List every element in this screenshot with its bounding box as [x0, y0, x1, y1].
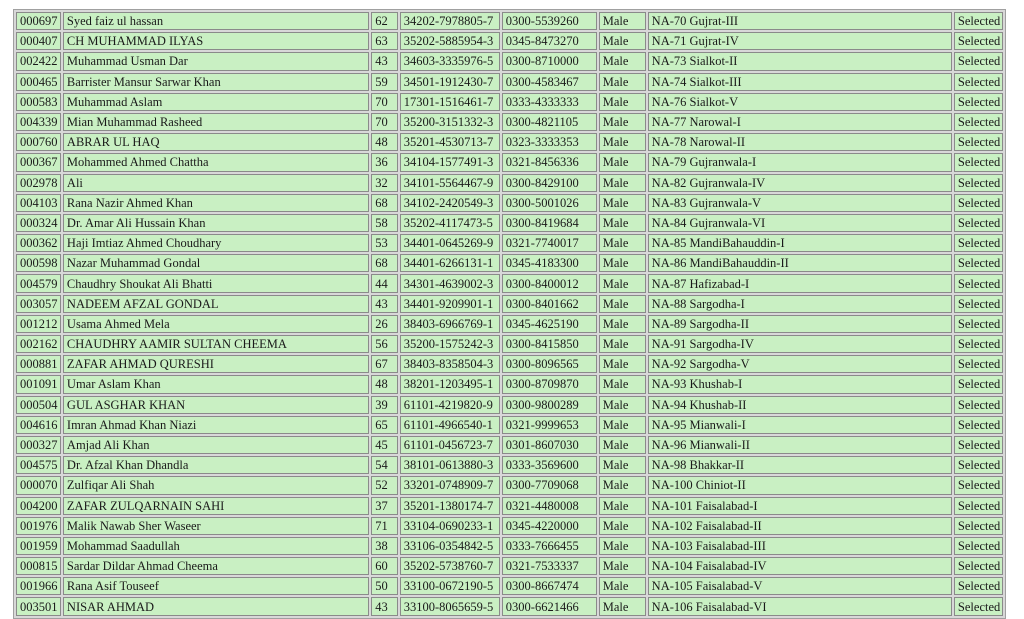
candidate-id-cell: 000407	[16, 32, 61, 50]
candidate-name-cell: CHAUDHRY AAMIR SULTAN CHEEMA	[63, 335, 369, 353]
constituency-cell: NA-70 Gujrat-III	[648, 12, 952, 30]
candidate-name-cell: Umar Aslam Khan	[63, 375, 369, 393]
candidate-name-cell: ABRAR UL HAQ	[63, 133, 369, 151]
table-row	[16, 375, 1003, 393]
candidate-age-cell: 59	[371, 73, 398, 91]
candidate-gender-cell: Male	[599, 456, 646, 474]
table-body	[16, 12, 1003, 616]
candidate-id-cell: 000583	[16, 93, 61, 111]
constituency-cell: NA-76 Sialkot-V	[648, 93, 952, 111]
candidate-age-cell: 70	[371, 113, 398, 131]
candidate-gender-cell: Male	[599, 355, 646, 373]
table-row	[16, 456, 1003, 474]
status-cell: Selected	[954, 436, 1003, 454]
candidate-phone-cell: 0300-8710000	[502, 52, 597, 70]
table-row	[16, 537, 1003, 555]
status-cell: Selected	[954, 295, 1003, 313]
candidate-cnic-cell: 35202-4117473-5	[400, 214, 500, 232]
candidate-age-cell: 60	[371, 557, 398, 575]
status-cell: Selected	[954, 315, 1003, 333]
constituency-cell: NA-74 Sialkot-III	[648, 73, 952, 91]
table-row	[16, 214, 1003, 232]
candidate-age-cell: 39	[371, 396, 398, 414]
candidate-age-cell: 38	[371, 537, 398, 555]
candidate-age-cell: 36	[371, 153, 398, 171]
candidate-id-cell: 002162	[16, 335, 61, 353]
candidate-cnic-cell: 35200-3151332-3	[400, 113, 500, 131]
candidate-gender-cell: Male	[599, 73, 646, 91]
candidate-cnic-cell: 35202-5885954-3	[400, 32, 500, 50]
candidate-name-cell: Syed faiz ul hassan	[63, 12, 369, 30]
candidate-phone-cell: 0300-6621466	[502, 597, 597, 615]
candidate-age-cell: 67	[371, 355, 398, 373]
candidate-phone-cell: 0300-8401662	[502, 295, 597, 313]
candidate-gender-cell: Male	[599, 497, 646, 515]
table-row	[16, 194, 1003, 212]
status-cell: Selected	[954, 52, 1003, 70]
candidate-phone-cell: 0345-4625190	[502, 315, 597, 333]
status-cell: Selected	[954, 597, 1003, 615]
table-row	[16, 355, 1003, 373]
candidate-name-cell: Malik Nawab Sher Waseer	[63, 517, 369, 535]
candidate-age-cell: 48	[371, 133, 398, 151]
table-row	[16, 113, 1003, 131]
candidate-gender-cell: Male	[599, 295, 646, 313]
candidate-id-cell: 002978	[16, 174, 61, 192]
candidate-id-cell: 001091	[16, 375, 61, 393]
candidate-cnic-cell: 35201-4530713-7	[400, 133, 500, 151]
candidate-gender-cell: Male	[599, 153, 646, 171]
candidate-cnic-cell: 38403-8358504-3	[400, 355, 500, 373]
candidate-age-cell: 26	[371, 315, 398, 333]
candidate-phone-cell: 0321-4480008	[502, 497, 597, 515]
constituency-cell: NA-79 Gujranwala-I	[648, 153, 952, 171]
candidate-gender-cell: Male	[599, 436, 646, 454]
candidate-id-cell: 001959	[16, 537, 61, 555]
candidate-id-cell: 004339	[16, 113, 61, 131]
status-cell: Selected	[954, 335, 1003, 353]
constituency-cell: NA-87 Hafizabad-I	[648, 274, 952, 292]
status-cell: Selected	[954, 133, 1003, 151]
constituency-cell: NA-73 Sialkot-II	[648, 52, 952, 70]
candidate-cnic-cell: 34104-1577491-3	[400, 153, 500, 171]
candidate-gender-cell: Male	[599, 234, 646, 252]
candidate-phone-cell: 0333-3569600	[502, 456, 597, 474]
constituency-cell: NA-88 Sargodha-I	[648, 295, 952, 313]
candidate-id-cell: 000598	[16, 254, 61, 272]
candidate-phone-cell: 0321-9999653	[502, 416, 597, 434]
candidate-age-cell: 54	[371, 456, 398, 474]
candidate-gender-cell: Male	[599, 597, 646, 615]
status-cell: Selected	[954, 93, 1003, 111]
candidate-cnic-cell: 34101-5564467-9	[400, 174, 500, 192]
candidate-cnic-cell: 61101-0456723-7	[400, 436, 500, 454]
candidate-gender-cell: Male	[599, 335, 646, 353]
status-cell: Selected	[954, 254, 1003, 272]
candidate-phone-cell: 0321-7740017	[502, 234, 597, 252]
status-cell: Selected	[954, 537, 1003, 555]
results-container	[13, 9, 1006, 619]
table-row	[16, 517, 1003, 535]
table-row	[16, 93, 1003, 111]
table-row	[16, 32, 1003, 50]
candidate-name-cell: Mohammed Ahmed Chattha	[63, 153, 369, 171]
constituency-cell: NA-105 Faisalabad-V	[648, 577, 952, 595]
table-row	[16, 557, 1003, 575]
constituency-cell: NA-78 Narowal-II	[648, 133, 952, 151]
table-row	[16, 153, 1003, 171]
candidate-phone-cell: 0333-7666455	[502, 537, 597, 555]
candidate-gender-cell: Male	[599, 517, 646, 535]
candidate-cnic-cell: 34202-7978805-7	[400, 12, 500, 30]
candidate-phone-cell: 0300-4583467	[502, 73, 597, 91]
candidate-gender-cell: Male	[599, 274, 646, 292]
candidate-cnic-cell: 34401-9209901-1	[400, 295, 500, 313]
candidate-phone-cell: 0300-7709068	[502, 476, 597, 494]
candidate-id-cell: 004200	[16, 497, 61, 515]
candidate-cnic-cell: 35201-1380174-7	[400, 497, 500, 515]
status-cell: Selected	[954, 577, 1003, 595]
status-cell: Selected	[954, 355, 1003, 373]
candidate-name-cell: NISAR AHMAD	[63, 597, 369, 615]
status-cell: Selected	[954, 375, 1003, 393]
status-cell: Selected	[954, 234, 1003, 252]
status-cell: Selected	[954, 476, 1003, 494]
candidate-phone-cell: 0300-8419684	[502, 214, 597, 232]
candidate-id-cell: 004103	[16, 194, 61, 212]
candidate-gender-cell: Male	[599, 93, 646, 111]
candidate-name-cell: CH MUHAMMAD ILYAS	[63, 32, 369, 50]
candidate-age-cell: 43	[371, 295, 398, 313]
constituency-cell: NA-89 Sargodha-II	[648, 315, 952, 333]
candidate-phone-cell: 0300-8415850	[502, 335, 597, 353]
candidate-phone-cell: 0345-8473270	[502, 32, 597, 50]
candidate-age-cell: 37	[371, 497, 398, 515]
status-cell: Selected	[954, 153, 1003, 171]
candidate-id-cell: 000362	[16, 234, 61, 252]
table-row	[16, 254, 1003, 272]
candidate-cnic-cell: 33106-0354842-5	[400, 537, 500, 555]
candidate-age-cell: 45	[371, 436, 398, 454]
candidate-phone-cell: 0300-8429100	[502, 174, 597, 192]
candidate-id-cell: 000881	[16, 355, 61, 373]
candidate-cnic-cell: 34301-4639002-3	[400, 274, 500, 292]
candidate-name-cell: Usama Ahmed Mela	[63, 315, 369, 333]
status-cell: Selected	[954, 194, 1003, 212]
candidate-phone-cell: 0300-8400012	[502, 274, 597, 292]
candidate-name-cell: Ali	[63, 174, 369, 192]
table-row	[16, 597, 1003, 615]
status-cell: Selected	[954, 113, 1003, 131]
candidate-cnic-cell: 34401-6266131-1	[400, 254, 500, 272]
constituency-cell: NA-100 Chiniot-II	[648, 476, 952, 494]
candidate-id-cell: 000697	[16, 12, 61, 30]
candidate-gender-cell: Male	[599, 32, 646, 50]
candidate-id-cell: 002422	[16, 52, 61, 70]
candidate-id-cell: 000327	[16, 436, 61, 454]
candidate-gender-cell: Male	[599, 133, 646, 151]
table-row	[16, 274, 1003, 292]
status-cell: Selected	[954, 497, 1003, 515]
candidate-cnic-cell: 33100-8065659-5	[400, 597, 500, 615]
table-row	[16, 315, 1003, 333]
candidate-age-cell: 62	[371, 12, 398, 30]
candidate-name-cell: Mian Muhammad Rasheed	[63, 113, 369, 131]
candidate-name-cell: ZAFAR ZULQARNAIN SAHI	[63, 497, 369, 515]
constituency-cell: NA-103 Faisalabad-III	[648, 537, 952, 555]
candidate-id-cell: 003501	[16, 597, 61, 615]
status-cell: Selected	[954, 174, 1003, 192]
candidate-id-cell: 000504	[16, 396, 61, 414]
candidate-id-cell: 000465	[16, 73, 61, 91]
constituency-cell: NA-96 Mianwali-II	[648, 436, 952, 454]
candidate-age-cell: 32	[371, 174, 398, 192]
status-cell: Selected	[954, 456, 1003, 474]
candidate-name-cell: Rana Asif Touseef	[63, 577, 369, 595]
candidate-cnic-cell: 35200-1575242-3	[400, 335, 500, 353]
table-row	[16, 12, 1003, 30]
candidate-phone-cell: 0300-9800289	[502, 396, 597, 414]
table-row	[16, 396, 1003, 414]
candidate-name-cell: Sardar Dildar Ahmad Cheema	[63, 557, 369, 575]
candidate-id-cell: 000324	[16, 214, 61, 232]
candidate-name-cell: GUL ASGHAR KHAN	[63, 396, 369, 414]
candidate-age-cell: 68	[371, 254, 398, 272]
candidate-cnic-cell: 35202-5738760-7	[400, 557, 500, 575]
candidate-cnic-cell: 38403-6966769-1	[400, 315, 500, 333]
candidate-gender-cell: Male	[599, 416, 646, 434]
candidate-cnic-cell: 34501-1912430-7	[400, 73, 500, 91]
table-row	[16, 476, 1003, 494]
candidate-cnic-cell: 33104-0690233-1	[400, 517, 500, 535]
candidate-cnic-cell: 61101-4219820-9	[400, 396, 500, 414]
candidate-phone-cell: 0323-3333353	[502, 133, 597, 151]
candidate-age-cell: 50	[371, 577, 398, 595]
candidate-cnic-cell: 38201-1203495-1	[400, 375, 500, 393]
table-row	[16, 335, 1003, 353]
candidate-name-cell: Imran Ahmad Khan Niazi	[63, 416, 369, 434]
candidate-age-cell: 58	[371, 214, 398, 232]
candidate-name-cell: NADEEM AFZAL GONDAL	[63, 295, 369, 313]
table-row	[16, 234, 1003, 252]
constituency-cell: NA-95 Mianwali-I	[648, 416, 952, 434]
candidate-id-cell: 001976	[16, 517, 61, 535]
constituency-cell: NA-84 Gujranwala-VI	[648, 214, 952, 232]
candidate-name-cell: Muhammad Usman Dar	[63, 52, 369, 70]
table-row	[16, 52, 1003, 70]
candidate-age-cell: 65	[371, 416, 398, 434]
candidate-name-cell: Amjad Ali Khan	[63, 436, 369, 454]
constituency-cell: NA-77 Narowal-I	[648, 113, 952, 131]
candidate-gender-cell: Male	[599, 214, 646, 232]
candidate-age-cell: 71	[371, 517, 398, 535]
candidate-phone-cell: 0301-8607030	[502, 436, 597, 454]
candidate-gender-cell: Male	[599, 254, 646, 272]
status-cell: Selected	[954, 214, 1003, 232]
constituency-cell: NA-82 Gujranwala-IV	[648, 174, 952, 192]
candidate-phone-cell: 0321-7533337	[502, 557, 597, 575]
constituency-cell: NA-104 Faisalabad-IV	[648, 557, 952, 575]
constituency-cell: NA-101 Faisalabad-I	[648, 497, 952, 515]
constituency-cell: NA-98 Bhakkar-II	[648, 456, 952, 474]
candidate-name-cell: Rana Nazir Ahmed Khan	[63, 194, 369, 212]
candidate-phone-cell: 0300-8667474	[502, 577, 597, 595]
constituency-cell: NA-102 Faisalabad-II	[648, 517, 952, 535]
table-row	[16, 577, 1003, 595]
candidate-cnic-cell: 33201-0748909-7	[400, 476, 500, 494]
candidate-age-cell: 63	[371, 32, 398, 50]
table-row	[16, 73, 1003, 91]
status-cell: Selected	[954, 12, 1003, 30]
candidate-age-cell: 44	[371, 274, 398, 292]
candidate-age-cell: 56	[371, 335, 398, 353]
candidate-phone-cell: 0300-8096565	[502, 355, 597, 373]
table-row	[16, 295, 1003, 313]
constituency-cell: NA-85 MandiBahauddin-I	[648, 234, 952, 252]
candidate-age-cell: 43	[371, 597, 398, 615]
candidate-gender-cell: Male	[599, 396, 646, 414]
candidates-table	[13, 9, 1006, 619]
table-row	[16, 497, 1003, 515]
candidate-name-cell: Nazar Muhammad Gondal	[63, 254, 369, 272]
candidate-gender-cell: Male	[599, 537, 646, 555]
candidate-gender-cell: Male	[599, 174, 646, 192]
candidate-name-cell: ZAFAR AHMAD QURESHI	[63, 355, 369, 373]
candidate-age-cell: 68	[371, 194, 398, 212]
constituency-cell: NA-71 Gujrat-IV	[648, 32, 952, 50]
candidate-phone-cell: 0345-4183300	[502, 254, 597, 272]
constituency-cell: NA-106 Faisalabad-VI	[648, 597, 952, 615]
candidate-name-cell: Haji Imtiaz Ahmed Choudhary	[63, 234, 369, 252]
candidate-gender-cell: Male	[599, 315, 646, 333]
constituency-cell: NA-86 MandiBahauddin-II	[648, 254, 952, 272]
candidate-id-cell: 004575	[16, 456, 61, 474]
candidate-cnic-cell: 38101-0613880-3	[400, 456, 500, 474]
candidate-phone-cell: 0300-5539260	[502, 12, 597, 30]
candidate-phone-cell: 0300-4821105	[502, 113, 597, 131]
candidate-cnic-cell: 34401-0645269-9	[400, 234, 500, 252]
candidate-phone-cell: 0345-4220000	[502, 517, 597, 535]
status-cell: Selected	[954, 557, 1003, 575]
candidate-gender-cell: Male	[599, 577, 646, 595]
candidate-cnic-cell: 34102-2420549-3	[400, 194, 500, 212]
table-row	[16, 416, 1003, 434]
table-row	[16, 174, 1003, 192]
status-cell: Selected	[954, 416, 1003, 434]
candidate-gender-cell: Male	[599, 375, 646, 393]
candidate-name-cell: Barrister Mansur Sarwar Khan	[63, 73, 369, 91]
candidate-age-cell: 52	[371, 476, 398, 494]
candidate-age-cell: 53	[371, 234, 398, 252]
constituency-cell: NA-92 Sargodha-V	[648, 355, 952, 373]
candidate-id-cell: 000070	[16, 476, 61, 494]
candidate-gender-cell: Male	[599, 52, 646, 70]
status-cell: Selected	[954, 517, 1003, 535]
candidate-gender-cell: Male	[599, 557, 646, 575]
candidate-age-cell: 70	[371, 93, 398, 111]
candidate-id-cell: 000367	[16, 153, 61, 171]
candidate-phone-cell: 0333-4333333	[502, 93, 597, 111]
candidate-name-cell: Mohammad Saadullah	[63, 537, 369, 555]
candidate-name-cell: Dr. Afzal Khan Dhandla	[63, 456, 369, 474]
table-row	[16, 133, 1003, 151]
candidate-phone-cell: 0321-8456336	[502, 153, 597, 171]
candidate-id-cell: 001212	[16, 315, 61, 333]
table-row	[16, 436, 1003, 454]
candidate-id-cell: 001966	[16, 577, 61, 595]
candidate-age-cell: 48	[371, 375, 398, 393]
status-cell: Selected	[954, 32, 1003, 50]
status-cell: Selected	[954, 73, 1003, 91]
candidate-gender-cell: Male	[599, 194, 646, 212]
candidate-phone-cell: 0300-5001026	[502, 194, 597, 212]
candidate-name-cell: Zulfiqar Ali Shah	[63, 476, 369, 494]
candidate-cnic-cell: 61101-4966540-1	[400, 416, 500, 434]
status-cell: Selected	[954, 396, 1003, 414]
candidate-id-cell: 004579	[16, 274, 61, 292]
candidate-gender-cell: Male	[599, 476, 646, 494]
constituency-cell: NA-94 Khushab-II	[648, 396, 952, 414]
candidate-id-cell: 003057	[16, 295, 61, 313]
constituency-cell: NA-93 Khushab-I	[648, 375, 952, 393]
candidate-id-cell: 000760	[16, 133, 61, 151]
candidate-gender-cell: Male	[599, 12, 646, 30]
candidate-cnic-cell: 33100-0672190-5	[400, 577, 500, 595]
candidate-gender-cell: Male	[599, 113, 646, 131]
candidate-cnic-cell: 34603-3335976-5	[400, 52, 500, 70]
candidate-cnic-cell: 17301-1516461-7	[400, 93, 500, 111]
candidate-age-cell: 43	[371, 52, 398, 70]
constituency-cell: NA-83 Gujranwala-V	[648, 194, 952, 212]
candidate-id-cell: 004616	[16, 416, 61, 434]
candidate-name-cell: Chaudhry Shoukat Ali Bhatti	[63, 274, 369, 292]
candidate-name-cell: Dr. Amar Ali Hussain Khan	[63, 214, 369, 232]
status-cell: Selected	[954, 274, 1003, 292]
candidate-name-cell: Muhammad Aslam	[63, 93, 369, 111]
candidate-phone-cell: 0300-8709870	[502, 375, 597, 393]
candidate-id-cell: 000815	[16, 557, 61, 575]
constituency-cell: NA-91 Sargodha-IV	[648, 335, 952, 353]
